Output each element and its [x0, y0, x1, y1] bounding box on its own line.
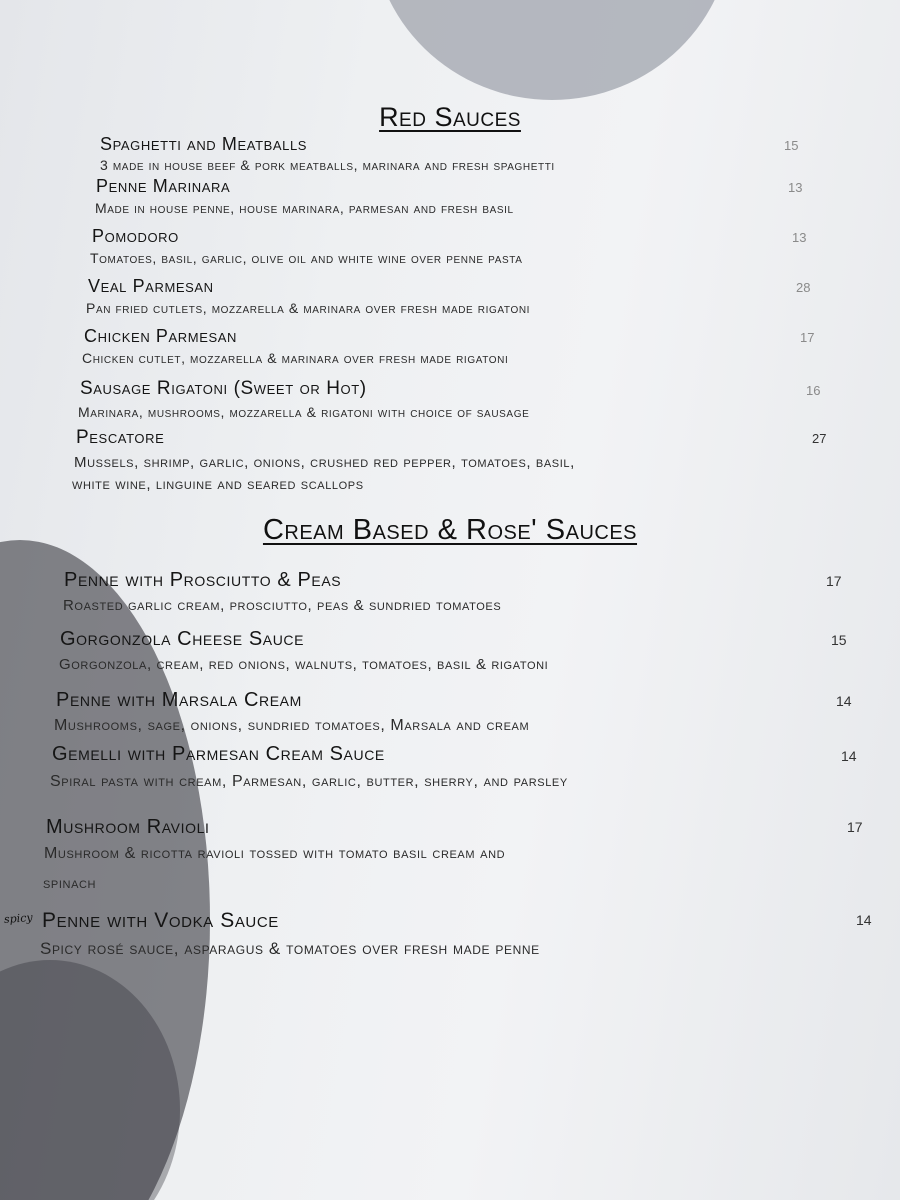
item-price: 17 [800, 330, 815, 345]
item-price: 14 [836, 693, 852, 709]
spicy-tag: spicy [3, 911, 34, 926]
item-desc: 3 made in house beef & pork meatballs, marinara and fresh spaghetti [100, 157, 555, 173]
item-desc: Spicy rosé sauce, asparagus & tomatoes over fresh made penne [40, 939, 540, 958]
item-name: Penne with Vodka Sauce [42, 909, 279, 932]
item-desc: Gorgonzola, cream, red onions, walnuts, tomatoes, basil & rigatoni [59, 656, 549, 673]
item-name: Spaghetti and Meatballs [100, 134, 308, 154]
item-name: Penne Marinara [96, 176, 231, 196]
item-name: Mushroom Ravioli [46, 816, 210, 838]
item-price: 16 [806, 383, 821, 398]
item-name: Chicken Parmesan [84, 326, 238, 346]
item-price: 15 [831, 632, 847, 648]
item-price: 27 [812, 431, 827, 446]
item-price: 15 [784, 138, 799, 153]
item-name: Sausage Rigatoni (Sweet or Hot) [80, 378, 367, 399]
item-desc: Roasted garlic cream, prosciutto, peas & sundried tomatoes [63, 597, 502, 614]
item-desc: Chicken cutlet, mozzarella & marinara over fresh made rigatoni [82, 350, 509, 366]
item-desc: Made in house penne, house marinara, parmesan and fresh basil [95, 200, 514, 216]
item-price: 17 [826, 573, 842, 589]
item-desc-line2: spinach [43, 875, 97, 892]
item-desc: Marinara, mushrooms, mozzarella & rigatoni with choice of sausage [78, 404, 530, 420]
item-desc: Mushrooms, sage, onions, sundried tomatoes, Marsala and cream [54, 717, 530, 734]
item-name: Pomodoro [92, 226, 179, 246]
item-desc: Pan fried cutlets, mozzarella & marinara over fresh made rigatoni [86, 300, 531, 316]
item-price: 14 [841, 748, 857, 764]
item-name: Veal Parmesan [88, 276, 214, 296]
item-name: Penne with Prosciutto & Peas [64, 569, 342, 591]
item-desc: Mussels, shrimp, garlic, onions, crushed red pepper, tomatoes, basil, [74, 454, 575, 471]
item-price: 17 [847, 819, 863, 835]
item-price: 28 [796, 280, 811, 295]
item-desc: Mushroom & ricotta ravioli tossed with tomato basil cream and [44, 845, 506, 862]
item-desc: Spiral pasta with cream, Parmesan, garlic, butter, sherry, and parsley [50, 773, 568, 790]
item-desc-line2: white wine, linguine and seared scallops [72, 476, 364, 493]
section-title-red-sauces: Red Sauces [379, 102, 521, 132]
item-name: Pescatore [76, 427, 165, 448]
item-name: Gemelli with Parmesan Cream Sauce [52, 743, 385, 765]
item-price: 13 [788, 180, 803, 195]
item-price: 13 [792, 230, 807, 245]
item-name: Penne with Marsala Cream [56, 689, 302, 711]
item-name: Gorgonzola Cheese Sauce [60, 628, 305, 650]
section-title-cream-sauces: Cream Based & Rose' Sauces [262, 514, 638, 546]
item-price: 14 [856, 912, 872, 928]
shadow-top [372, 0, 732, 100]
item-desc: Tomatoes, basil, garlic, olive oil and white wine over penne pasta [90, 250, 523, 266]
